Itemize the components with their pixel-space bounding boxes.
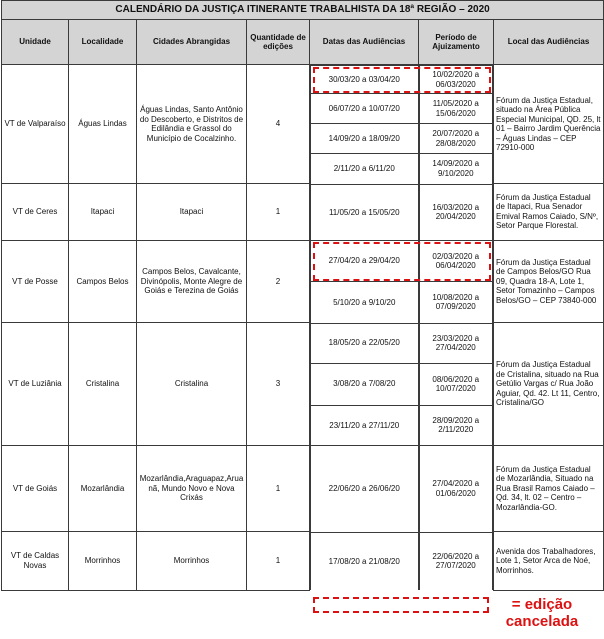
cell-quantidade: 2 — [247, 240, 310, 323]
calendar-table — [1, 0, 604, 591]
cell-quantidade: 3 — [247, 323, 310, 446]
cancelled-legend-swatch — [313, 597, 489, 613]
datas-entry: 5/10/20 a 9/10/20 — [311, 282, 419, 323]
datas-entry: 22/06/20 a 26/06/20 — [311, 446, 419, 532]
datas-entry: 3/08/20 a 7/08/20 — [311, 363, 419, 405]
cell-periodo-group — [419, 323, 494, 446]
cell-cidades: Morrinhos — [137, 532, 247, 591]
header-localidade: Localidade — [69, 20, 137, 65]
cell-localidade: Cristalina — [69, 323, 137, 446]
periodo-entry: 16/03/2020 a 20/04/2020 — [419, 184, 493, 240]
datas-entry: 18/05/20 a 22/05/20 — [311, 323, 419, 363]
cancelled-edition-marker — [313, 67, 491, 93]
cell-localidade: Mozarlândia — [69, 445, 137, 532]
cell-cidades: Mozarlândia,Araguapaz,Aruanã, Mundo Novo e Nova Crixás — [137, 445, 247, 532]
cancelled-legend-label: = edição cancelada — [505, 596, 579, 630]
cell-datas-group — [310, 323, 419, 446]
periodo-entry: 08/06/2020 a 10/07/2020 — [419, 363, 493, 405]
cell-unidade: VT de Valparaíso — [2, 65, 69, 184]
calendar-page — [1, 0, 603, 630]
datas-entry: 06/07/20 a 10/07/20 — [311, 94, 419, 124]
cell-unidade: VT de Posse — [2, 240, 69, 323]
cell-quantidade: 1 — [247, 532, 310, 591]
table-title: CALENDÁRIO DA JUSTIÇA ITINERANTE TRABALHISTA DA 18ª REGIÃO – 2020 — [2, 1, 604, 20]
cell-periodo-group — [419, 184, 494, 241]
datas-entry-cancelled: 30/03/20 a 03/04/20 — [311, 66, 419, 94]
table-row — [2, 445, 604, 532]
cell-cidades: Águas Lindas, Santo Antônio do Descoberto, e Distritos de Edilândia e Grassol do Município de Cocalzinho. — [137, 65, 247, 184]
table-row — [2, 184, 604, 241]
periodo-entry: 22/06/2020 a 27/07/2020 — [419, 532, 493, 590]
cancelled-edition-marker — [313, 242, 491, 281]
cell-unidade: VT de Caldas Novas — [2, 532, 69, 591]
header-cidades: Cidades Abrangidas — [137, 20, 247, 65]
cell-local: Fórum da Justiça Estadual de Campos Belos/GO Rua 09, Quadra 18-A, Lote 1, Setor Tomazinho – Campos Belos/GO – CEP 73840-000 — [494, 240, 604, 323]
cell-localidade: Campos Belos — [69, 240, 137, 323]
cell-datas-group — [310, 445, 419, 532]
header-local: Local das Audiências — [494, 20, 604, 65]
periodo-entry: 27/04/2020 a 01/06/2020 — [419, 446, 493, 532]
periodo-entry-cancelled: 02/03/2020 a 06/04/2020 — [419, 241, 493, 282]
periodo-entry: 11/05/2020 a 15/06/2020 — [419, 94, 493, 124]
periodo-entry: 28/09/2020 a 2/11/2020 — [419, 405, 493, 445]
periodo-entry: 10/08/2020 a 07/09/2020 — [419, 282, 493, 323]
table-row — [2, 532, 604, 591]
cell-quantidade: 1 — [247, 445, 310, 532]
datas-entry: 11/05/20 a 15/05/20 — [311, 184, 419, 240]
cell-cidades: Campos Belos, Cavalcante, Divinópolis, Monte Alegre de Goiás e Terezina de Goiás — [137, 240, 247, 323]
datas-list — [310, 445, 419, 532]
datas-list — [310, 532, 419, 591]
periodo-entry: 23/03/2020 a 27/04/2020 — [419, 323, 493, 363]
table-row — [2, 240, 604, 323]
cell-unidade: VT de Luziânia — [2, 323, 69, 446]
datas-list — [310, 184, 419, 241]
cell-localidade: Itapaci — [69, 184, 137, 241]
header-quantidade: Quantidade de edições — [247, 20, 310, 65]
cell-periodo-group — [419, 445, 494, 532]
cell-local: Fórum da Justiça Estadual de Itapaci, Rua Senador Emival Ramos Caiado, S/Nº, Setor Parque Florestal. — [494, 184, 604, 241]
datas-entry: 17/08/20 a 21/08/20 — [311, 532, 419, 590]
cell-localidade: Morrinhos — [69, 532, 137, 591]
cell-quantidade: 1 — [247, 184, 310, 241]
cell-local: Fórum da Justiça Estadual de Cristalina, situado na Rua Getúlio Vargas c/ Rua João Aguiar, Qd. 42. Lt 11, Centro, Cristalina/GO — [494, 323, 604, 446]
cell-datas-group — [310, 532, 419, 591]
datas-entry: 23/11/20 a 27/11/20 — [311, 405, 419, 445]
header-periodo: Período de Ajuizamento — [419, 20, 494, 65]
periodo-entry-cancelled: 10/02/2020 a 06/03/2020 — [419, 66, 493, 94]
cell-local: Avenida dos Trabalhadores, Lote 1, Setor Arca de Noé, Morrinhos. — [494, 532, 604, 591]
cell-periodo-group — [419, 532, 494, 591]
periodo-entry: 14/09/2020 a 9/10/2020 — [419, 154, 493, 184]
cell-cidades: Cristalina — [137, 323, 247, 446]
periodo-list — [419, 184, 494, 241]
cell-unidade: VT de Goiás — [2, 445, 69, 532]
periodo-list — [419, 532, 494, 591]
datas-entry: 2/11/20 a 6/11/20 — [311, 154, 419, 184]
cell-local: Fórum da Justiça Estadual, situado na Área Pública Especial Municipal, QD. 25, lt 01 – Bairro Jardim Querência – Águas Lindas – CEP 72910-000 — [494, 65, 604, 184]
header-unidade: Unidade — [2, 20, 69, 65]
cell-local: Fórum da Justiça Estadual de Mozarlândia, Situado na Rua Brasil Ramos Caiado – Qd. 34, lt. 02 – Centro – Mozarlândia-GO. — [494, 445, 604, 532]
periodo-list — [419, 445, 494, 532]
periodo-list — [419, 323, 494, 446]
datas-entry-cancelled: 27/04/20 a 29/04/20 — [311, 241, 419, 282]
cell-unidade: VT de Ceres — [2, 184, 69, 241]
periodo-entry: 20/07/2020 a 28/08/2020 — [419, 124, 493, 154]
table-row — [2, 323, 604, 446]
datas-list — [310, 323, 419, 446]
cell-datas-group — [310, 184, 419, 241]
table-row — [2, 65, 604, 184]
cell-localidade: Águas Lindas — [69, 65, 137, 184]
datas-entry: 14/09/20 a 18/09/20 — [311, 124, 419, 154]
cell-quantidade: 4 — [247, 65, 310, 184]
header-datas: Datas das Audiências — [310, 20, 419, 65]
cell-cidades: Itapaci — [137, 184, 247, 241]
